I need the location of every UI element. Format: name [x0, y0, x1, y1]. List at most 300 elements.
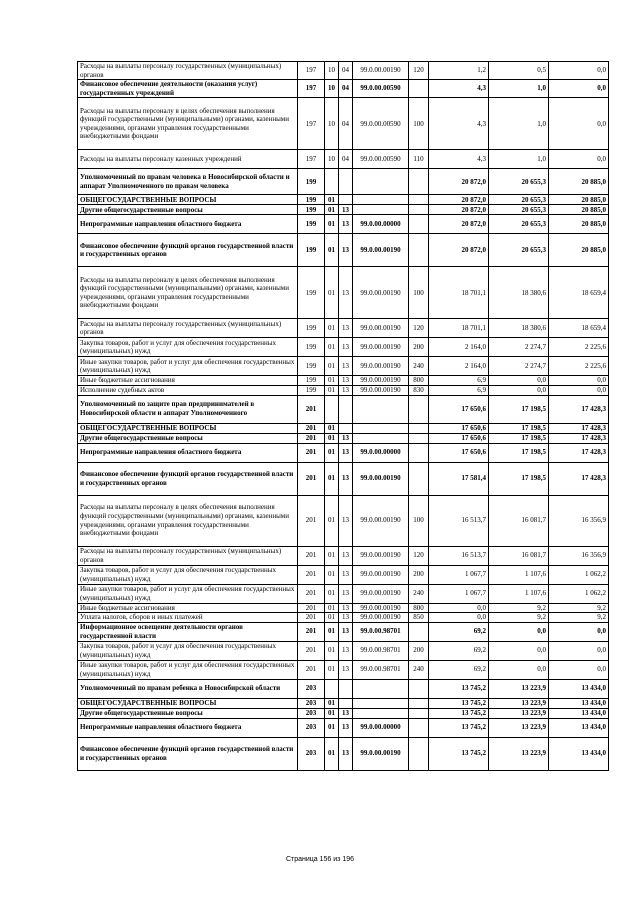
expense-type-cell: 240	[409, 357, 429, 376]
target-article-cell: 99.0.00.00000	[353, 718, 409, 737]
amount-year3-cell: 18 659,4	[549, 267, 609, 319]
grbs-cell: 199	[298, 338, 325, 357]
section-cell: 01	[325, 708, 339, 718]
grbs-cell: 201	[298, 613, 325, 623]
section-cell	[325, 679, 339, 698]
target-article-cell: 99.0.00.00190	[353, 267, 409, 319]
row-name-cell: Информационное освещение деятельности органов государственной власти	[78, 622, 298, 641]
table-row	[78, 395, 609, 423]
table-row	[78, 737, 609, 770]
row-name-cell: Уполномоченный по защите прав предпринимателей в Новосибирской области и аппарат Уполномоченного	[78, 395, 298, 423]
section-cell: 10	[325, 150, 339, 169]
amount-year2-cell: 1 107,6	[489, 584, 549, 603]
row-name-cell: ОБЩЕГОСУДАРСТВЕННЫЕ ВОПРОСЫ	[78, 698, 298, 708]
amount-year2-cell: 2 274,7	[489, 338, 549, 357]
section-cell	[325, 395, 339, 423]
subsection-cell: 13	[339, 385, 353, 395]
section-cell: 01	[325, 565, 339, 584]
amount-year1-cell: 69,2	[429, 641, 489, 660]
target-article-cell	[353, 698, 409, 708]
section-cell: 01	[325, 357, 339, 376]
grbs-cell: 203	[298, 708, 325, 718]
section-cell: 01	[325, 433, 339, 443]
table-row	[78, 205, 609, 215]
grbs-cell: 199	[298, 385, 325, 395]
amount-year1-cell: 20 872,0	[429, 234, 489, 267]
subsection-cell	[339, 679, 353, 698]
amount-year2-cell: 13 223,9	[489, 708, 549, 718]
subsection-cell: 13	[339, 234, 353, 267]
amount-year1-cell: 17 650,6	[429, 443, 489, 462]
expense-type-cell: 850	[409, 613, 429, 623]
amount-year1-cell: 13 745,2	[429, 698, 489, 708]
target-article-cell: 99.0.00.00190	[353, 565, 409, 584]
amount-year3-cell: 9,2	[549, 603, 609, 613]
grbs-cell: 197	[298, 62, 325, 80]
subsection-cell: 04	[339, 150, 353, 169]
target-article-cell: 99.0.00.00190	[353, 603, 409, 613]
subsection-cell: 13	[339, 319, 353, 338]
table-row	[78, 338, 609, 357]
amount-year2-cell: 1,0	[489, 98, 549, 150]
subsection-cell: 13	[339, 215, 353, 234]
amount-year1-cell: 20 872,0	[429, 169, 489, 195]
amount-year2-cell: 0,0	[489, 660, 549, 679]
row-name-cell: Непрограммные направления областного бюджета	[78, 215, 298, 234]
grbs-cell: 201	[298, 433, 325, 443]
amount-year2-cell: 17 198,5	[489, 462, 549, 495]
subsection-cell: 13	[339, 495, 353, 546]
amount-year2-cell: 1,0	[489, 80, 549, 98]
amount-year3-cell: 9,2	[549, 613, 609, 623]
amount-year2-cell: 20 655,3	[489, 195, 549, 205]
target-article-cell: 99.0.00.00190	[353, 737, 409, 770]
table-row	[78, 169, 609, 195]
row-name-cell: Иные закупки товаров, работ и услуг для обеспечения государственных (муниципальных) нужд	[78, 660, 298, 679]
expense-type-cell	[409, 205, 429, 215]
target-article-cell: 99.0.00.98701	[353, 641, 409, 660]
amount-year1-cell: 17 650,6	[429, 433, 489, 443]
amount-year1-cell: 16 513,7	[429, 495, 489, 546]
row-name-cell: Иные бюджетные ассигнования	[78, 603, 298, 613]
subsection-cell: 13	[339, 205, 353, 215]
subsection-cell: 13	[339, 641, 353, 660]
target-article-cell: 99.0.00.00590	[353, 80, 409, 98]
section-cell: 01	[325, 376, 339, 386]
subsection-cell: 13	[339, 546, 353, 565]
expense-type-cell: 120	[409, 546, 429, 565]
amount-year3-cell: 2 225,6	[549, 338, 609, 357]
grbs-cell: 201	[298, 565, 325, 584]
amount-year3-cell: 0,0	[549, 660, 609, 679]
subsection-cell: 13	[339, 718, 353, 737]
grbs-cell: 199	[298, 169, 325, 195]
section-cell: 01	[325, 698, 339, 708]
subsection-cell: 13	[339, 443, 353, 462]
grbs-cell: 199	[298, 215, 325, 234]
section-cell: 01	[325, 546, 339, 565]
section-cell: 01	[325, 660, 339, 679]
expense-type-cell	[409, 462, 429, 495]
amount-year2-cell: 13 223,9	[489, 679, 549, 698]
subsection-cell: 13	[339, 357, 353, 376]
expense-type-cell	[409, 622, 429, 641]
table-row	[78, 613, 609, 623]
amount-year2-cell: 17 198,5	[489, 395, 549, 423]
section-cell: 01	[325, 603, 339, 613]
amount-year1-cell: 2 164,0	[429, 338, 489, 357]
row-name-cell: Расходы на выплаты персоналу в целях обеспечения выполнения функций государственными (муниципальными) органами, казенными учреждениями, органами управления государственными внебюджетными фондами	[78, 98, 298, 150]
amount-year1-cell: 6,9	[429, 376, 489, 386]
table-row	[78, 698, 609, 708]
section-cell: 01	[325, 462, 339, 495]
row-name-cell: Непрограммные направления областного бюджета	[78, 718, 298, 737]
expense-type-cell	[409, 443, 429, 462]
amount-year3-cell: 20 885,0	[549, 195, 609, 205]
target-article-cell: 99.0.00.98701	[353, 622, 409, 641]
expense-type-cell: 120	[409, 62, 429, 80]
amount-year1-cell: 18 701,1	[429, 267, 489, 319]
target-article-cell: 99.0.00.00590	[353, 150, 409, 169]
target-article-cell: 99.0.00.00190	[353, 357, 409, 376]
subsection-cell: 13	[339, 338, 353, 357]
expense-type-cell: 100	[409, 495, 429, 546]
target-article-cell: 99.0.00.00190	[353, 376, 409, 386]
table-row	[78, 423, 609, 433]
amount-year3-cell: 17 428,3	[549, 395, 609, 423]
target-article-cell	[353, 433, 409, 443]
amount-year3-cell: 0,0	[549, 62, 609, 80]
amount-year3-cell: 13 434,0	[549, 698, 609, 708]
row-name-cell: Финансовое обеспечение функций органов государственной власти и государственных органов	[78, 462, 298, 495]
row-name-cell: Иные закупки товаров, работ и услуг для обеспечения государственных (муниципальных) нужд	[78, 357, 298, 376]
amount-year1-cell: 17 581,4	[429, 462, 489, 495]
grbs-cell: 203	[298, 679, 325, 698]
section-cell: 01	[325, 443, 339, 462]
row-name-cell: Исполнение судебных актов	[78, 385, 298, 395]
table-row	[78, 660, 609, 679]
amount-year2-cell: 0,5	[489, 62, 549, 80]
amount-year1-cell: 13 745,2	[429, 718, 489, 737]
amount-year3-cell: 0,0	[549, 150, 609, 169]
amount-year2-cell: 16 081,7	[489, 495, 549, 546]
row-name-cell: Расходы на выплаты персоналу в целях обеспечения выполнения функций государственными (муниципальными) органами, казенными учреждениями, органами управления государственными внебюджетными фондами	[78, 267, 298, 319]
section-cell: 01	[325, 641, 339, 660]
section-cell: 01	[325, 622, 339, 641]
amount-year1-cell: 13 745,2	[429, 737, 489, 770]
table-row	[78, 385, 609, 395]
grbs-cell: 201	[298, 423, 325, 433]
amount-year3-cell: 13 434,0	[549, 708, 609, 718]
page-footer: Страница 156 из 196	[285, 856, 355, 863]
table-row	[78, 565, 609, 584]
grbs-cell: 201	[298, 546, 325, 565]
target-article-cell: 99.0.00.98701	[353, 660, 409, 679]
row-name-cell: Другие общегосударственные вопросы	[78, 205, 298, 215]
table-row	[78, 376, 609, 386]
table-row	[78, 150, 609, 169]
section-cell: 01	[325, 267, 339, 319]
target-article-cell: 99.0.00.00190	[353, 462, 409, 495]
subsection-cell: 13	[339, 376, 353, 386]
expense-type-cell	[409, 737, 429, 770]
amount-year3-cell: 0,0	[549, 385, 609, 395]
amount-year3-cell: 20 885,0	[549, 169, 609, 195]
grbs-cell: 199	[298, 234, 325, 267]
amount-year2-cell: 9,2	[489, 603, 549, 613]
amount-year2-cell: 2 274,7	[489, 357, 549, 376]
amount-year1-cell: 4,3	[429, 98, 489, 150]
amount-year1-cell: 1,2	[429, 62, 489, 80]
grbs-cell: 199	[298, 357, 325, 376]
grbs-cell: 197	[298, 80, 325, 98]
amount-year2-cell: 0,0	[489, 376, 549, 386]
section-cell: 01	[325, 718, 339, 737]
subsection-cell: 04	[339, 98, 353, 150]
amount-year1-cell: 20 872,0	[429, 205, 489, 215]
section-cell: 01	[325, 613, 339, 623]
amount-year2-cell: 0,0	[489, 641, 549, 660]
section-cell: 01	[325, 495, 339, 546]
row-name-cell: ОБЩЕГОСУДАРСТВЕННЫЕ ВОПРОСЫ	[78, 423, 298, 433]
table-row	[78, 708, 609, 718]
row-name-cell: Финансовое обеспечение функций органов государственной власти и государственных органов	[78, 234, 298, 267]
grbs-cell: 201	[298, 641, 325, 660]
amount-year3-cell: 16 356,9	[549, 495, 609, 546]
expense-type-cell: 200	[409, 641, 429, 660]
expense-type-cell	[409, 718, 429, 737]
amount-year3-cell: 0,0	[549, 641, 609, 660]
amount-year1-cell: 69,2	[429, 660, 489, 679]
table-row	[78, 641, 609, 660]
grbs-cell: 199	[298, 376, 325, 386]
grbs-cell: 201	[298, 395, 325, 423]
target-article-cell: 99.0.00.00190	[353, 584, 409, 603]
amount-year2-cell: 20 655,3	[489, 215, 549, 234]
table-row	[78, 267, 609, 319]
subsection-cell: 13	[339, 660, 353, 679]
grbs-cell: 199	[298, 195, 325, 205]
amount-year2-cell: 17 198,5	[489, 423, 549, 433]
subsection-cell	[339, 195, 353, 205]
amount-year3-cell: 0,0	[549, 80, 609, 98]
grbs-cell: 201	[298, 622, 325, 641]
section-cell: 01	[325, 584, 339, 603]
row-name-cell: Уполномоченный по правам человека в Новосибирской области и аппарат Уполномоченного по правам человека	[78, 169, 298, 195]
grbs-cell: 201	[298, 660, 325, 679]
amount-year1-cell: 13 745,2	[429, 679, 489, 698]
amount-year2-cell: 16 081,7	[489, 546, 549, 565]
table-row	[78, 622, 609, 641]
table-row	[78, 98, 609, 150]
amount-year1-cell: 20 872,0	[429, 195, 489, 205]
amount-year1-cell: 0,0	[429, 603, 489, 613]
table-row	[78, 62, 609, 80]
table-row	[78, 679, 609, 698]
amount-year2-cell: 20 655,3	[489, 234, 549, 267]
subsection-cell: 13	[339, 708, 353, 718]
amount-year3-cell: 17 428,3	[549, 462, 609, 495]
amount-year2-cell: 1,0	[489, 150, 549, 169]
grbs-cell: 203	[298, 698, 325, 708]
amount-year3-cell: 17 428,3	[549, 443, 609, 462]
amount-year2-cell: 20 655,3	[489, 205, 549, 215]
amount-year3-cell: 13 434,0	[549, 718, 609, 737]
row-name-cell: Финансовое обеспечение деятельности (оказания услуг) государственных учреждений	[78, 80, 298, 98]
expense-type-cell	[409, 195, 429, 205]
table-body	[78, 62, 609, 771]
amount-year2-cell: 18 380,6	[489, 267, 549, 319]
table-row	[78, 718, 609, 737]
row-name-cell: Другие общегосударственные вопросы	[78, 433, 298, 443]
target-article-cell	[353, 395, 409, 423]
amount-year3-cell: 20 885,0	[549, 205, 609, 215]
subsection-cell: 13	[339, 565, 353, 584]
expense-type-cell	[409, 423, 429, 433]
row-name-cell: Иные закупки товаров, работ и услуг для обеспечения государственных (муниципальных) нужд	[78, 584, 298, 603]
amount-year3-cell: 17 428,3	[549, 423, 609, 433]
subsection-cell: 13	[339, 584, 353, 603]
row-name-cell: Закупка товаров, работ и услуг для обеспечения государственных (муниципальных) нужд	[78, 641, 298, 660]
amount-year2-cell: 0,0	[489, 385, 549, 395]
subsection-cell	[339, 395, 353, 423]
target-article-cell	[353, 195, 409, 205]
amount-year2-cell: 17 198,5	[489, 433, 549, 443]
amount-year1-cell: 69,2	[429, 622, 489, 641]
target-article-cell: 99.0.00.00190	[353, 613, 409, 623]
target-article-cell: 99.0.00.00190	[353, 62, 409, 80]
expense-type-cell: 200	[409, 338, 429, 357]
row-name-cell: Расходы на выплаты персоналу государственных (муниципальных) органов	[78, 62, 298, 80]
amount-year3-cell: 0,0	[549, 98, 609, 150]
subsection-cell: 13	[339, 613, 353, 623]
amount-year1-cell: 0,0	[429, 613, 489, 623]
amount-year1-cell: 13 745,2	[429, 708, 489, 718]
amount-year3-cell: 2 225,6	[549, 357, 609, 376]
amount-year3-cell: 20 885,0	[549, 234, 609, 267]
expense-type-cell: 830	[409, 385, 429, 395]
target-article-cell: 99.0.00.00190	[353, 338, 409, 357]
section-cell: 10	[325, 80, 339, 98]
expense-type-cell	[409, 80, 429, 98]
section-cell: 01	[325, 319, 339, 338]
row-name-cell: Финансовое обеспечение функций органов государственной власти и государственных органов	[78, 737, 298, 770]
amount-year3-cell: 13 434,0	[549, 679, 609, 698]
section-cell: 01	[325, 215, 339, 234]
table-row	[78, 357, 609, 376]
table-row	[78, 195, 609, 205]
expense-type-cell	[409, 395, 429, 423]
grbs-cell: 203	[298, 718, 325, 737]
grbs-cell: 203	[298, 737, 325, 770]
row-name-cell: Другие общегосударственные вопросы	[78, 708, 298, 718]
section-cell: 01	[325, 338, 339, 357]
target-article-cell: 99.0.00.00000	[353, 443, 409, 462]
amount-year2-cell: 20 655,3	[489, 169, 549, 195]
subsection-cell: 04	[339, 62, 353, 80]
table-row	[78, 495, 609, 546]
expense-type-cell: 120	[409, 319, 429, 338]
amount-year1-cell: 6,9	[429, 385, 489, 395]
target-article-cell: 99.0.00.00190	[353, 234, 409, 267]
grbs-cell: 199	[298, 319, 325, 338]
amount-year1-cell: 20 872,0	[429, 215, 489, 234]
expense-type-cell: 100	[409, 267, 429, 319]
expense-type-cell	[409, 215, 429, 234]
grbs-cell: 201	[298, 584, 325, 603]
expense-type-cell: 240	[409, 660, 429, 679]
table-row	[78, 546, 609, 565]
amount-year2-cell: 13 223,9	[489, 737, 549, 770]
expense-type-cell	[409, 679, 429, 698]
row-name-cell: Расходы на выплаты персоналу в целях обеспечения выполнения функций государственными (муниципальными) органами, казенными учреждениями, органами управления государственными внебюджетными фондами	[78, 495, 298, 546]
amount-year2-cell: 0,0	[489, 622, 549, 641]
amount-year2-cell: 13 223,9	[489, 718, 549, 737]
grbs-cell: 201	[298, 603, 325, 613]
expense-type-cell: 200	[409, 565, 429, 584]
target-article-cell	[353, 205, 409, 215]
amount-year3-cell: 0,0	[549, 376, 609, 386]
target-article-cell: 99.0.00.00000	[353, 215, 409, 234]
amount-year3-cell: 0,0	[549, 622, 609, 641]
subsection-cell: 13	[339, 737, 353, 770]
amount-year3-cell: 1 062,2	[549, 584, 609, 603]
target-article-cell: 99.0.00.00590	[353, 98, 409, 150]
table-row	[78, 215, 609, 234]
target-article-cell: 99.0.00.00190	[353, 546, 409, 565]
table-row	[78, 80, 609, 98]
grbs-cell: 201	[298, 443, 325, 462]
amount-year1-cell: 17 650,6	[429, 423, 489, 433]
amount-year3-cell: 1 062,2	[549, 565, 609, 584]
table-row	[78, 433, 609, 443]
section-cell: 01	[325, 385, 339, 395]
amount-year2-cell: 18 380,6	[489, 319, 549, 338]
grbs-cell: 197	[298, 150, 325, 169]
target-article-cell	[353, 423, 409, 433]
row-name-cell: Иные бюджетные ассигнования	[78, 376, 298, 386]
expense-type-cell	[409, 234, 429, 267]
amount-year3-cell: 20 885,0	[549, 215, 609, 234]
grbs-cell: 201	[298, 462, 325, 495]
budget-table	[77, 61, 609, 771]
amount-year1-cell: 4,3	[429, 80, 489, 98]
subsection-cell	[339, 698, 353, 708]
amount-year1-cell: 1 067,7	[429, 584, 489, 603]
grbs-cell: 197	[298, 98, 325, 150]
subsection-cell: 13	[339, 433, 353, 443]
subsection-cell: 04	[339, 80, 353, 98]
table-row	[78, 462, 609, 495]
table-row	[78, 319, 609, 338]
amount-year2-cell: 9,2	[489, 613, 549, 623]
amount-year1-cell: 1 067,7	[429, 565, 489, 584]
row-name-cell: Непрограммные направления областного бюджета	[78, 443, 298, 462]
table-row	[78, 234, 609, 267]
subsection-cell: 13	[339, 603, 353, 613]
section-cell: 01	[325, 737, 339, 770]
grbs-cell: 201	[298, 495, 325, 546]
target-article-cell	[353, 169, 409, 195]
row-name-cell: Расходы на выплаты персоналу государственных (муниципальных) органов	[78, 319, 298, 338]
amount-year3-cell: 16 356,9	[549, 546, 609, 565]
amount-year2-cell: 17 198,5	[489, 443, 549, 462]
section-cell	[325, 169, 339, 195]
row-name-cell: Расходы на выплаты персоналу государственных (муниципальных) органов	[78, 546, 298, 565]
grbs-cell: 199	[298, 267, 325, 319]
subsection-cell: 13	[339, 462, 353, 495]
expense-type-cell: 100	[409, 98, 429, 150]
